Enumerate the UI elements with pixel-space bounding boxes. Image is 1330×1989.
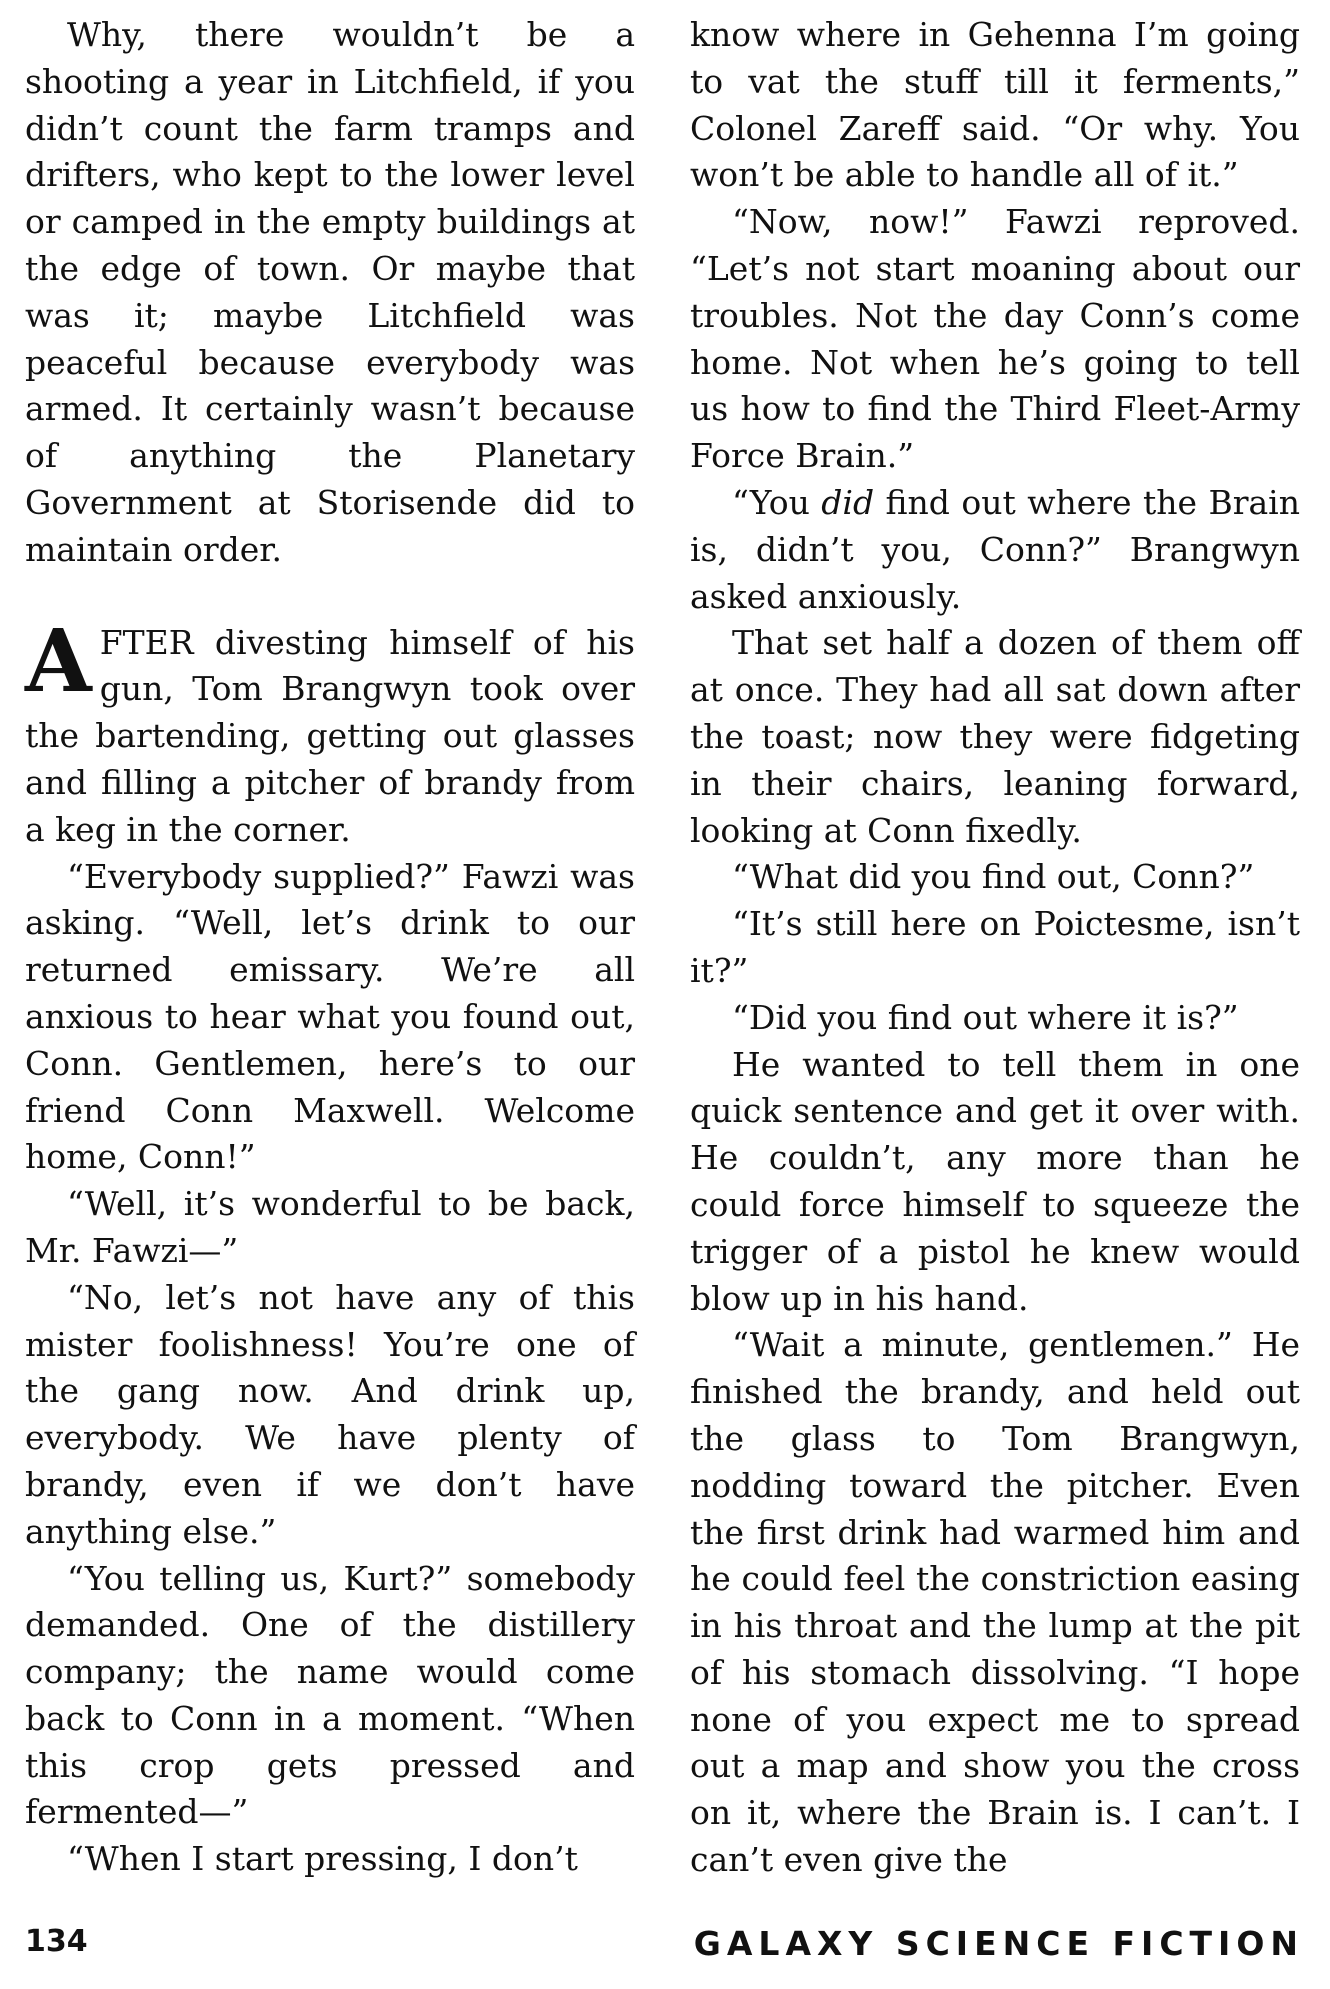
paragraph xyxy=(690,480,1300,620)
paragraph: “What did you find out, Conn?” xyxy=(732,857,1255,897)
paragraph: “Wait a minute, gentlemen.” He finished the brandy, and held out the glass to Tom Brangwyn, nodding toward the pitcher. Even the first drink had warmed him and he could feel the constriction easing in his throat and the lump at the pit of his stomach dissolving. “I hope none of you expect me to spread out a map and show you the cross on it, where the Brain is. I can’t. I can’t even give the xyxy=(690,1325,1300,1880)
emphasis: did xyxy=(821,482,875,522)
left-column xyxy=(25,12,635,1883)
paragraph-text: “You xyxy=(732,482,822,522)
paragraph: “Everybody supplied?” Fawzi was asking. “Well, let’s drink to our returned emissary. We’re all anxious to hear what you found out, Conn. Gentlemen, here’s to our friend Conn Maxwell. Welcome home, Conn!” xyxy=(25,856,635,1177)
paragraph: “Well, it’s wonderful to be back, Mr. Fawzi—” xyxy=(25,1184,635,1270)
paragraph-text: find out where the Brain is, didn’t you, Conn?” Brangwyn asked anxiously. xyxy=(690,482,1300,616)
paragraph: Why, there wouldn’t be a shooting a year in Litchfield, if you didn’t count the farm tramps and drifters, who kept to the lower level or camped in the empty buildings at the edge of town. Or maybe that was it; maybe Litchfield was peaceful because everybody was armed. It certainly wasn’t because of anything the Planetary Government at Storisende did to maintain order. xyxy=(25,15,635,569)
paragraph: “Did you find out where it is?” xyxy=(732,997,1239,1037)
page-number: 134 xyxy=(25,1924,88,1959)
paragraph: know where in Gehenna I’m going to vat the stuff till it ferments,” Colonel Zareff said. “Or why. You won’t be able to handle all of it.” xyxy=(690,15,1300,195)
paragraph-text: divesting himself of his gun, Tom Brangwyn took over the bartending, getting out glasses and filling a pitcher of brandy from a keg in the corner. xyxy=(25,622,635,849)
drop-cap: A xyxy=(25,610,92,712)
lead-word: FTER xyxy=(99,622,194,662)
paragraph: “When I start pressing, I don’t xyxy=(67,1839,578,1879)
section-start-paragraph xyxy=(25,610,635,854)
magazine-title: GALAXY SCIENCE FICTION xyxy=(693,1924,1304,1963)
right-column xyxy=(690,12,1300,1884)
paragraph: “No, let’s not have any of this mister foolishness! You’re one of the gang now. And drink up, everybody. We have plenty of brandy, even if we don’t have anything else.” xyxy=(25,1277,635,1551)
paragraph: “It’s still here on Poictesme, isn’t it?” xyxy=(690,904,1300,990)
paragraph: “You telling us, Kurt?” somebody demanded. One of the distillery company; the name would come back to Conn in a moment. “When this crop gets pressed and fermented—” xyxy=(25,1558,635,1832)
paragraph: That set half a dozen of them off at once. They had all sat down after the toast; now they were fidgeting in their chairs, leaning forward, looking at Conn fixedly. xyxy=(690,623,1300,850)
paragraph: He wanted to tell them in one quick sentence and get it over with. He couldn’t, any more than he could force himself to squeeze the trigger of a pistol he knew would blow up in his hand. xyxy=(690,1044,1300,1318)
paragraph: “Now, now!” Fawzi reproved. “Let’s not start moaning about our troubles. Not the day Conn’s come home. Not when he’s going to tell us how to find the Third Fleet-Army Force Brain.” xyxy=(690,202,1300,476)
